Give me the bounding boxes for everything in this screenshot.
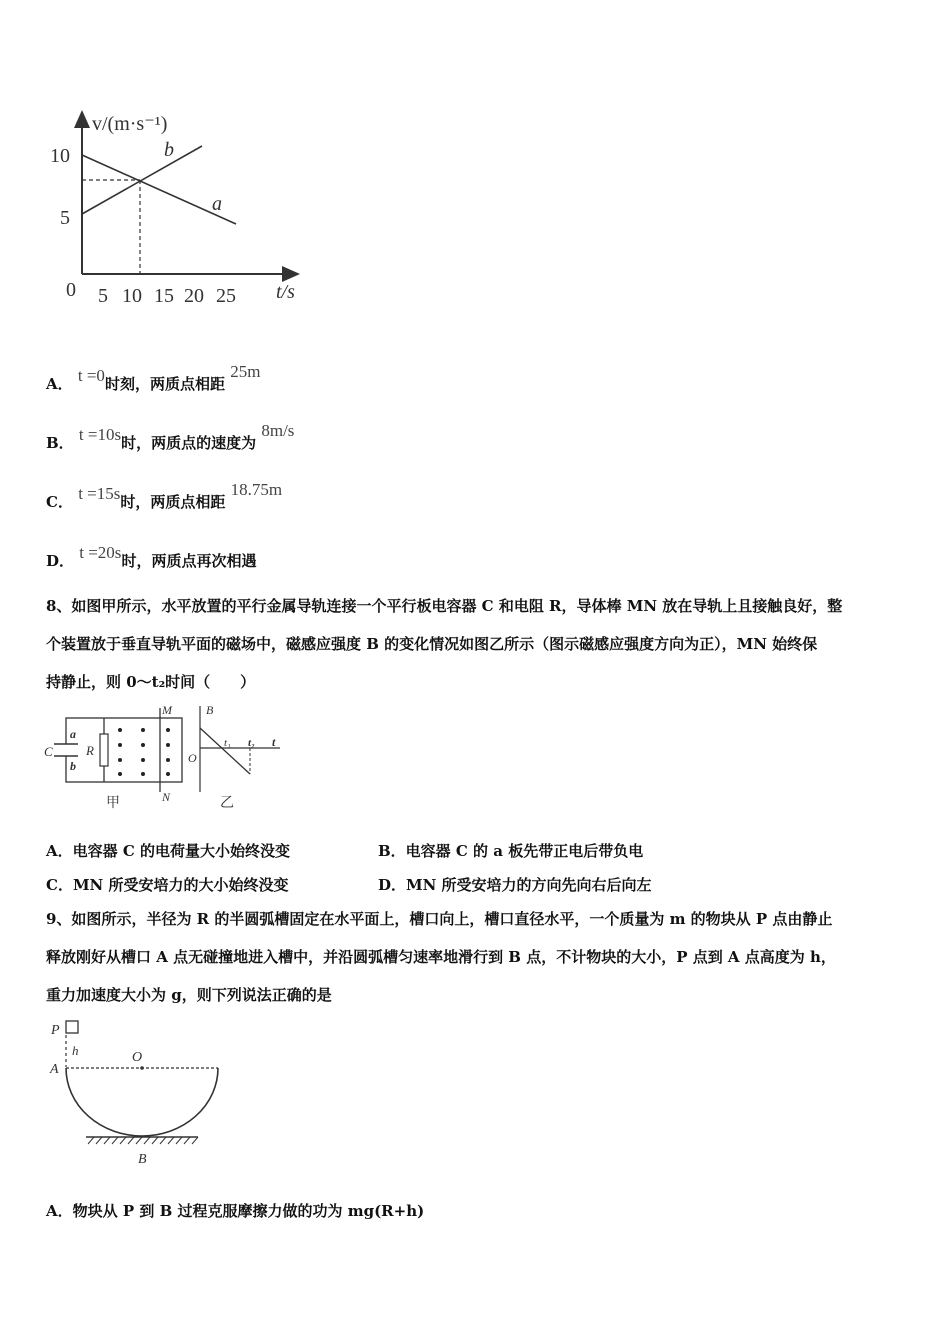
- q8-question: 8、如图甲所示，水平放置的平行金属导轨连接一个平行板电容器 C 和电阻 R，导体棒 MN 放在导轨上且接触良好，整 个装置放于垂直导轨平面的磁场中，磁感应强度 B 的变化情况如图乙所示（图示磁感应强度方向为正），MN 始终保 持静止，则 0～t₂时间（ ）: [46, 597, 843, 691]
- q7-option-d: D． t =20s时，两质点再次相遇: [46, 543, 257, 570]
- label-o: O: [132, 1050, 143, 1065]
- q7-option-b-math: t =10s: [78, 425, 122, 444]
- q7-option-c: C． t =15s时，两质点相距 18.75m: [46, 480, 283, 511]
- label-m: M: [162, 703, 172, 717]
- label-b: B: [138, 1152, 147, 1167]
- label-h: h: [72, 1043, 79, 1058]
- x-axis-label: t/s: [276, 281, 295, 303]
- center-o: [140, 1066, 144, 1070]
- q9-question: 9、如图所示，半径为 R 的半圆弧槽固定在水平面上，槽口向上，槽口直径水平，一个质量为 m 的物块从 P 点由静止 释放刚好从槽口 A 点无碰撞地进入槽中，并沿圆弧槽匀速率地滑行到 B 点，不计物块的大小，P 点到 A 点高度为 h， 重力加速度大小为 g，则下列说法正确的是: [46, 910, 836, 1004]
- x-tick-10: 10: [122, 285, 142, 307]
- y-tick-5: 5: [60, 207, 70, 229]
- label-t1: t₁: [224, 737, 231, 749]
- line-b-label: b: [164, 139, 174, 161]
- q9-option-a: A．物块从 P 到 B 过程克服摩擦力做的功为 mg(R+h): [46, 1202, 425, 1220]
- x-tick-25: 25: [216, 285, 236, 307]
- magnetic-field-dots: [118, 728, 170, 776]
- line-a-label: a: [212, 193, 222, 215]
- b-line: [200, 728, 250, 774]
- x-tick-20: 20: [184, 285, 204, 307]
- q8-option-a: A．电容器 C 的电荷量大小始终没变: [46, 842, 291, 860]
- caption-jia: 甲: [106, 796, 120, 811]
- label-a: A: [50, 1062, 59, 1077]
- label-n: N: [162, 790, 171, 804]
- x-tick-0: 0: [66, 279, 76, 301]
- q7-option-c-value: 18.75m: [230, 480, 283, 499]
- label-b-axis: B: [206, 703, 214, 717]
- ground-hatch: [88, 1137, 198, 1144]
- label-p: P: [51, 1023, 60, 1038]
- label-b: b: [70, 759, 76, 773]
- q7-option-a-value: 25m: [230, 362, 261, 381]
- y-axis-label: v/(m·s⁻¹): [92, 113, 168, 135]
- q7-option-b-value: 8m/s: [261, 421, 295, 440]
- semicircle-groove: [66, 1068, 218, 1136]
- label-t2: t₂: [248, 737, 255, 749]
- block-p: [66, 1021, 78, 1033]
- label-a: a: [70, 727, 76, 741]
- q8-figure-yi: [186, 700, 286, 812]
- q7-option-b: B． t =10s时，两质点的速度为 8m/s: [46, 421, 295, 452]
- vt-graph: [40, 100, 320, 315]
- q8-option-d: D．MN 所受安培力的方向先向右后向左: [378, 876, 652, 894]
- caption-yi: 乙: [220, 796, 234, 811]
- q7-option-a-math: t =0: [77, 366, 105, 385]
- q7-option-c-math: t =15s: [78, 484, 121, 503]
- x-tick-15: 15: [154, 285, 174, 307]
- q8-option-c: C．MN 所受安培力的大小始终没变: [46, 876, 289, 894]
- label-t: t: [272, 735, 276, 749]
- circuit-frame: [66, 718, 182, 782]
- x-tick-5: 5: [98, 285, 108, 307]
- y-tick-10: 10: [50, 145, 70, 167]
- resistor-r: [100, 734, 108, 766]
- q9-figure: [46, 1015, 236, 1170]
- q8-figure-jia: [40, 700, 190, 812]
- q7-option-a: A． t =0时刻，两质点相距 25m: [46, 362, 261, 393]
- label-c: C: [44, 744, 53, 759]
- q7-option-d-math: t =20s: [79, 543, 122, 562]
- label-o: O: [188, 751, 197, 765]
- label-r: R: [86, 743, 94, 758]
- q8-option-b: B．电容器 C 的 a 板先带正电后带负电: [378, 842, 644, 860]
